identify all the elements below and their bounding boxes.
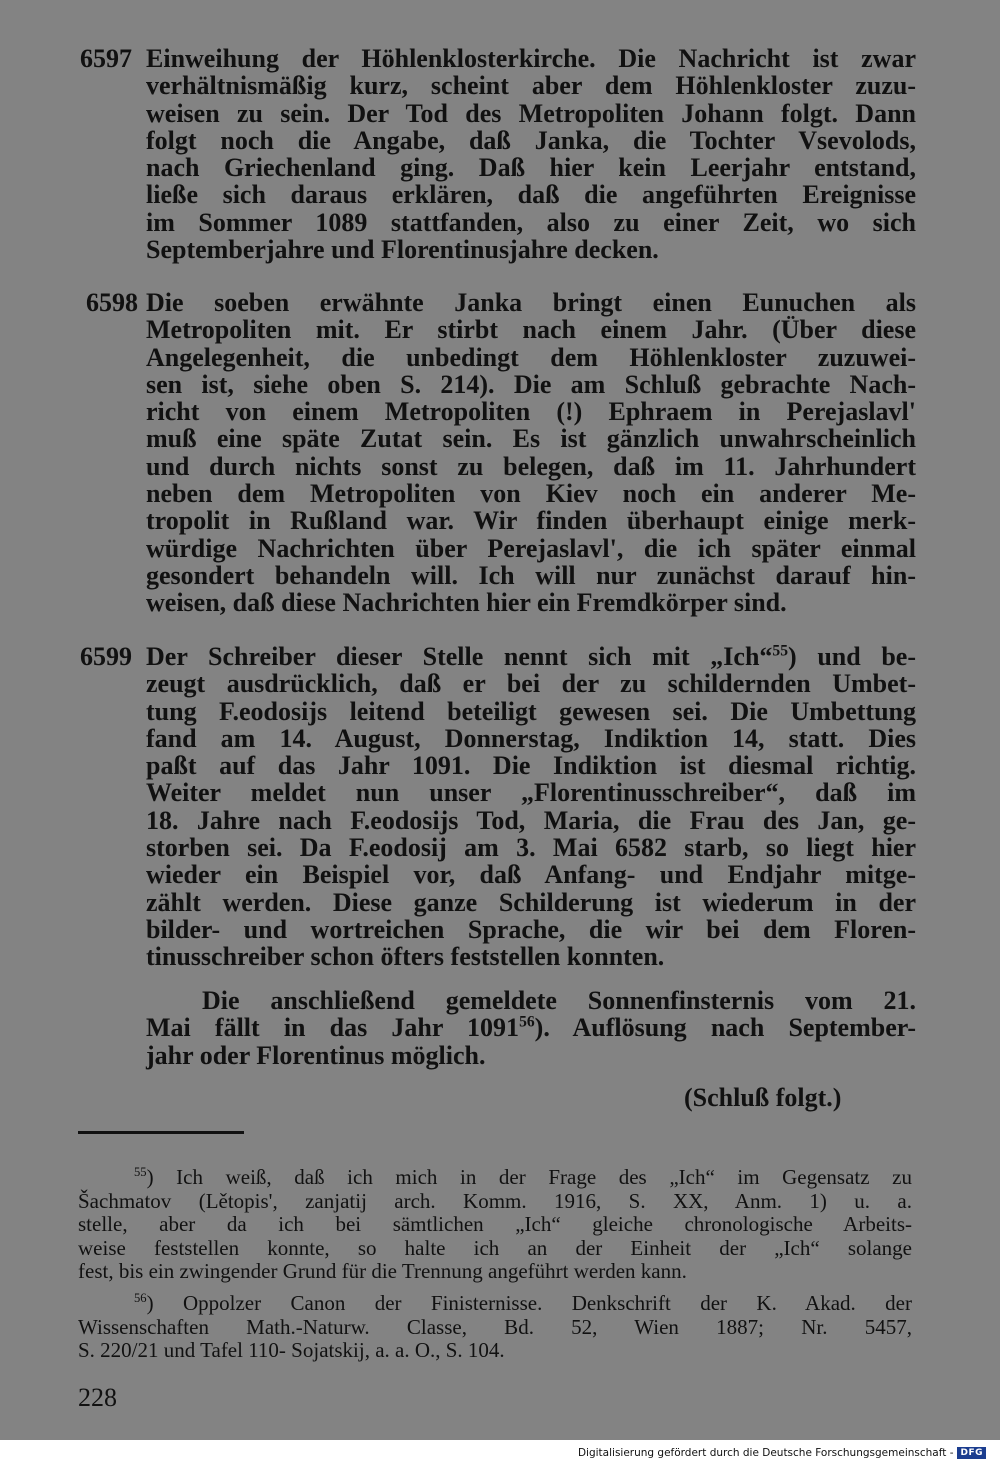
text-fragment: Mai fällt in das Jahr 1091 xyxy=(146,1013,520,1043)
paragraph xyxy=(146,987,916,1069)
text-line: nach Griechenland ging. Daß hier kein Leerjahr entstand, xyxy=(146,153,916,183)
text-line: bilder- und wortreichen Sprache, die wir bei dem Floren- xyxy=(146,914,916,944)
text-line: tropolit in Rußland war. Wir finden überhaupt einige merk- xyxy=(146,506,916,536)
text-line: wieder ein Beispiel vor, daß Anfang- und Endjahr mitge- xyxy=(146,860,916,890)
text-line: zählt werden. Diese ganze Schilderung ist wiederum in der xyxy=(146,887,916,917)
text-line: Septemberjahre und Florentinusjahre decken. xyxy=(146,235,659,265)
footnote-mark: 56 xyxy=(134,1291,147,1305)
digitization-credit xyxy=(578,1446,986,1460)
text-line: Die soeben erwähnte Janka bringt einen Eunuchen als xyxy=(146,288,916,317)
credit-text: Digitalisierung gefördert durch die Deutsche Forschungsgemeinschaft - xyxy=(577,1447,954,1459)
footnote-55 xyxy=(78,1166,912,1284)
text-line: paßt auf das Jahr 1091. Die Indiktion ist diesmal richtig. xyxy=(146,751,916,781)
text-line: Angelegenheit, die unbedingt dem Höhlenkloster zuzuwei- xyxy=(146,342,916,372)
text-line: Einweihung der Höhlenklosterkirche. Die Nachricht ist zwar xyxy=(146,44,916,73)
text-line xyxy=(146,643,916,670)
footnote-line: Wissenschaften Math.-Naturw. Classe, Bd. 52, Wien 1887; Nr. 5457, xyxy=(78,1314,912,1339)
text-line: fand am 14. August, Donnerstag, Indiktion 14, statt. Dies xyxy=(146,723,916,753)
text-fragment: ). Auflösung nach September- xyxy=(534,1013,916,1043)
dfg-logo-icon: DFG xyxy=(957,1447,986,1459)
entry-text xyxy=(146,643,916,971)
text-line: tung F.eodosijs leitend beteiligt gewesen sei. Die Umbettung xyxy=(146,696,916,726)
text-line: 18. Jahre nach F.eodosijs Tod, Maria, die Frau des Jan, ge- xyxy=(146,805,916,835)
text-line: zeugt ausdrücklich, daß er bei der zu schildernden Umbet- xyxy=(146,669,916,699)
text-line: Metropoliten mit. Er stirbt nach einem Jahr. (Über diese xyxy=(146,315,916,345)
text-line: neben dem Metropoliten von Kiev noch ein anderer Me- xyxy=(146,479,916,509)
footnote-ref: 56 xyxy=(519,1013,535,1031)
text-line: ließe sich daraus erklären, daß die angeführten Ereignisse xyxy=(146,180,916,210)
footnote-line: weise feststellen konnte, so halte ich an der Einheit der „Ich“ solange xyxy=(78,1235,912,1260)
text-line: würdige Nachrichten über Perejaslavl', die ich später einmal xyxy=(146,533,916,563)
entry-year: 6598 xyxy=(86,288,138,317)
text-line: tinusschreiber schon öfters feststellen konnten. xyxy=(146,942,665,972)
footnote-line: fest, bis ein zwingender Grund für die Trennung angeführt werden kann. xyxy=(78,1259,687,1284)
page-number: 228 xyxy=(78,1383,117,1412)
continuation-note: (Schluß folgt.) xyxy=(684,1083,842,1112)
footnote-line: stelle, aber da ich bei sämtlichen „Ich“ gleiche chronologische Arbeits- xyxy=(78,1212,912,1237)
text-fragment: ) Oppolzer Canon der Finisternisse. Denkschrift der K. Akad. der xyxy=(146,1291,912,1315)
text-fragment: Der Schreiber dieser Stelle nennt sich mit „Ich“ xyxy=(146,642,773,671)
text-line: verhältnismäßig kurz, scheint aber dem Höhlenkloster zuzu- xyxy=(146,71,916,101)
footnote-line: S. 220/21 und Tafel 110- Sojatskij, a. a. O., S. 104. xyxy=(78,1338,505,1363)
footnote-mark: 55 xyxy=(134,1165,147,1179)
text-line: weisen zu sein. Der Tod des Metropoliten Johann folgt. Dann xyxy=(146,98,916,128)
text-line: jahr oder Florentinus möglich. xyxy=(146,1040,486,1070)
text-line: gesondert behandeln will. Ich will nur zunächst darauf hin- xyxy=(146,560,916,590)
footnote-line xyxy=(78,1292,912,1316)
text-line: im Sommer 1089 stattfanden, also zu einer Zeit, wo sich xyxy=(146,207,916,237)
footnote-56 xyxy=(78,1292,912,1363)
text-line: storben sei. Da F.eodosij am 3. Mai 6582 starb, so liegt hier xyxy=(146,833,916,863)
text-line: muß eine späte Zutat sein. Es ist gänzlich unwahrscheinlich xyxy=(146,424,916,454)
text-line: und durch nichts sonst zu belegen, daß im 11. Jahrhundert xyxy=(146,451,916,481)
text-line: folgt noch die Angabe, daß Janka, die Tochter Vsevolods, xyxy=(146,125,916,155)
text-line: Die anschließend gemeldete Sonnenfinsternis vom 21. xyxy=(202,986,916,1015)
footnote-line: Šachmatov (Lětopis', zanjatij arch. Komm. 1916, S. XX, Anm. 1) u. a. xyxy=(78,1188,912,1213)
text-fragment: ) Ich weiß, daß ich mich in der Frage des „Ich“ im Gegensatz zu xyxy=(146,1165,912,1189)
entry-text xyxy=(146,45,916,263)
text-line: richt von einem Metropoliten (!) Ephraem in Perejaslavl' xyxy=(146,397,916,427)
text-fragment: ) und be- xyxy=(788,642,916,671)
footnote-ref: 55 xyxy=(772,642,789,660)
text-line: weisen, daß diese Nachrichten hier ein Fremdkörper sind. xyxy=(146,588,787,618)
entry-text xyxy=(146,289,916,617)
text-line: Weiter meldet nun unser „Florentinusschreiber“, daß im xyxy=(146,778,916,808)
entry-year: 6599 xyxy=(80,642,132,671)
footnote-line xyxy=(78,1166,912,1190)
footnote-divider xyxy=(78,1131,244,1134)
text-line: sen ist, siehe oben S. 214). Die am Schluß gebrachte Nach- xyxy=(146,369,916,399)
text-line xyxy=(146,1014,916,1041)
entry-year: 6597 xyxy=(80,44,132,73)
